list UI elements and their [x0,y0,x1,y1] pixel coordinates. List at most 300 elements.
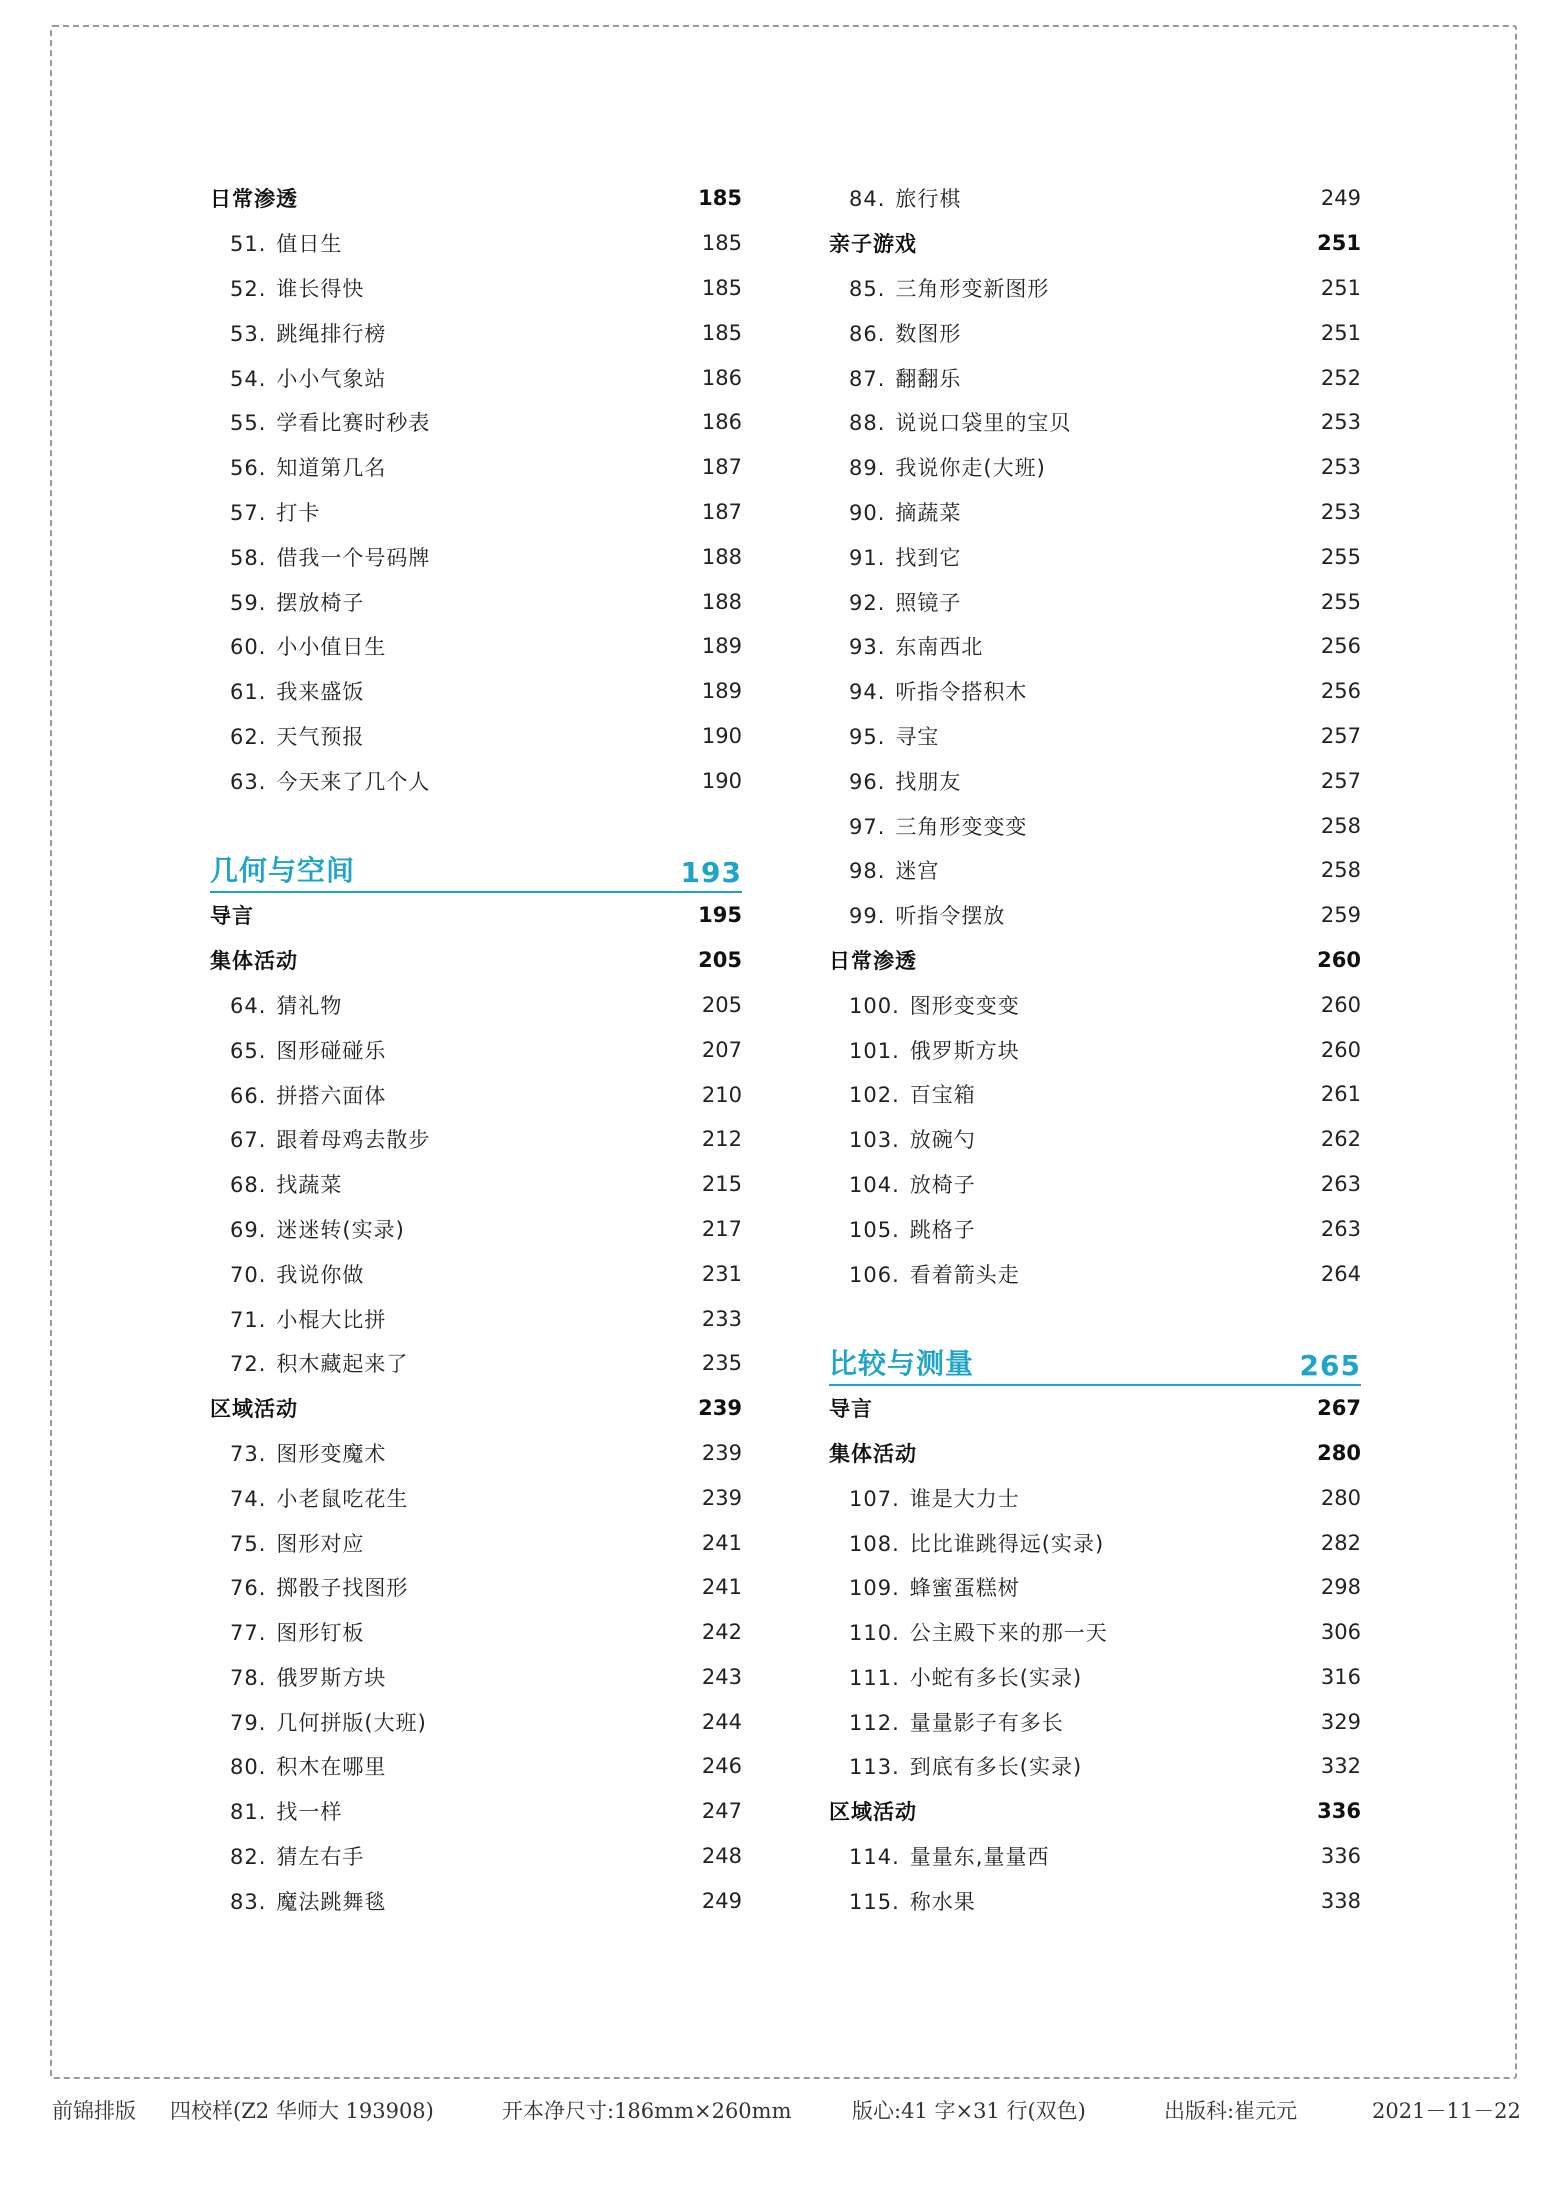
toc-entry-number: 78. [230,1665,267,1690]
toc-page-number: 188 [701,589,742,614]
toc-entry[interactable] [210,1431,742,1476]
toc-entry[interactable] [829,266,1361,311]
toc-entry-label-wrap [829,1796,917,1826]
toc-entry-label-wrap [829,990,1020,1020]
toc-entry[interactable] [829,893,1361,938]
toc-group-heading[interactable] [829,221,1361,266]
toc-page-number: 253 [1320,455,1361,480]
toc-entry-title: 找一样 [276,1800,343,1825]
toc-entry-label-wrap [829,1342,974,1382]
toc-entry-title: 摆放椅子 [276,590,365,615]
toc-page-number: 185 [701,320,742,345]
toc-entry-label-wrap [829,900,1005,930]
toc-entry-title: 比较与测量 [829,1346,975,1380]
footer-typesetter: 前锦排版 [52,2099,136,2123]
toc-page-number: 247 [701,1799,742,1824]
toc-page-number: 251 [1320,320,1361,345]
toc-page-number: 212 [701,1127,742,1152]
footer-date: 2021－11－22 [1372,2099,1521,2123]
toc-entry-number: 62. [230,724,267,749]
toc-page-number: 190 [701,723,742,748]
toc-entry-number: 51. [230,232,267,257]
toc-entry-title: 集体活动 [210,949,298,974]
toc-entry-number: 107. [849,1486,900,1511]
toc-page-number: 262 [1320,1127,1361,1152]
toc-entry[interactable] [829,1834,1361,1879]
toc-page-number: 282 [1320,1530,1361,1555]
toc-entry[interactable] [210,1027,742,1072]
toc-entry-title: 小小值日生 [276,635,387,660]
toc-entry-number: 76. [230,1576,267,1601]
toc-entry-label-wrap [829,273,1049,303]
toc-entry[interactable] [829,848,1361,893]
toc-section-heading[interactable] [829,1341,1361,1386]
toc-page-number: 259 [1320,903,1361,928]
toc-entry-title: 寻宝 [895,724,940,749]
toc-page-number: 248 [701,1844,742,1869]
section-gap [829,1296,1361,1341]
toc-entry[interactable] [829,1699,1361,1744]
toc-entry-title: 猜礼物 [276,993,343,1018]
toc-page-number: 185 [701,275,742,300]
toc-entry-title: 小小气象站 [276,366,387,391]
toc-entry-title: 借我一个号码牌 [276,545,431,570]
toc-entry-label-wrap [829,631,983,661]
toc-entry-number: 110. [849,1621,900,1646]
toc-entry-title: 亲子游戏 [829,232,917,257]
toc-entry-number: 90. [849,500,886,525]
toc-entry-title: 我来盛饭 [276,680,365,705]
toc-entry[interactable] [210,1341,742,1386]
toc-entry[interactable] [829,1027,1361,1072]
toc-entry-label-wrap [210,1841,364,1871]
toc-entry[interactable] [210,534,742,579]
toc-page-number: 241 [701,1530,742,1555]
toc-page-number: 329 [1320,1709,1361,1734]
toc-entry-label-wrap [829,1035,1020,1065]
toc-entry-number: 88. [849,411,886,436]
toc-page-number: 239 [701,1440,742,1465]
toc-group-heading[interactable] [829,1386,1361,1431]
toc-entry[interactable] [829,445,1361,490]
toc-entry[interactable] [210,669,742,714]
toc-entry[interactable] [829,803,1361,848]
toc-entry-label-wrap [829,1214,976,1244]
toc-entry-title: 找蔬菜 [276,1173,343,1198]
toc-entry[interactable] [210,1072,742,1117]
toc-entry-label-wrap [210,407,430,437]
toc-entry-number: 93. [849,635,886,660]
toc-page-number: 264 [1320,1261,1361,1286]
toc-entry-title: 称水果 [909,1889,976,1914]
toc-entry[interactable] [829,1117,1361,1162]
toc-page-number: 263 [1320,1216,1361,1241]
toc-entry-label-wrap [829,363,961,393]
toc-page-number: 256 [1320,634,1361,659]
toc-entry[interactable] [829,1475,1361,1520]
toc-entry[interactable] [210,579,742,624]
toc-entry[interactable] [210,1117,742,1162]
toc-entry-label-wrap [829,855,939,885]
toc-entry-label-wrap [829,228,917,258]
toc-page-number: 186 [701,410,742,435]
toc-entry-number: 104. [849,1172,900,1197]
toc-entry-title: 三角形变变变 [895,814,1028,839]
toc-entry-number: 65. [230,1038,267,1063]
toc-entry-label-wrap [210,849,355,889]
toc-entry-title: 积木藏起来了 [276,1352,409,1377]
toc-entry-label-wrap [829,587,961,617]
toc-page-number: 231 [701,1261,742,1286]
toc-entry-number: 89. [849,456,886,481]
toc-entry-label-wrap [829,183,961,213]
toc-entry-label-wrap [210,1438,386,1468]
toc-entry[interactable] [829,400,1361,445]
toc-entry[interactable] [210,1878,742,1923]
toc-entry[interactable] [210,1744,742,1789]
toc-page-number: 258 [1320,858,1361,883]
toc-page-number: 239 [698,1396,742,1421]
toc-entry[interactable] [829,579,1361,624]
toc-entry-title: 放椅子 [909,1172,976,1197]
toc-page-number: 336 [1320,1844,1361,1869]
toc-entry-title: 学看比赛时秒表 [276,411,431,436]
toc-entry-title: 集体活动 [829,1441,917,1466]
toc-entry-title: 导言 [210,904,254,929]
toc-entry-number: 73. [230,1441,267,1466]
toc-entry[interactable] [210,355,742,400]
toc-entry[interactable] [210,400,742,445]
toc-entry-label-wrap [829,1528,1104,1558]
toc-entry-title: 旅行棋 [895,187,962,212]
toc-entry-label-wrap [210,363,386,393]
toc-entry[interactable] [210,1699,742,1744]
toc-entry-title: 跟着母鸡去散步 [276,1128,431,1153]
toc-entry[interactable] [829,355,1361,400]
toc-entry-label-wrap [210,721,364,751]
toc-entry-label-wrap [829,1886,976,1916]
toc-entry[interactable] [210,1655,742,1700]
toc-entry[interactable] [829,669,1361,714]
toc-entry-label-wrap [210,676,364,706]
toc-entry-title: 积木在哪里 [276,1755,387,1780]
toc-entry-number: 61. [230,680,267,705]
toc-entry-title: 小老鼠吃花生 [276,1486,409,1511]
toc-entry[interactable] [210,1834,742,1879]
toc-entry-label-wrap [210,228,342,258]
toc-entry-number: 58. [230,545,267,570]
toc-entry-label-wrap [829,1124,976,1154]
toc-entry-number: 60. [230,635,267,660]
toc-entry-title: 谁长得快 [276,276,365,301]
toc-entry-label-wrap [829,1438,917,1468]
toc-entry-number: 80. [230,1755,267,1780]
toc-entry-title: 日常渗透 [829,948,917,973]
toc-entry-title: 迷迷转(实录) [276,1217,405,1242]
toc-entry-label-wrap [210,1796,342,1826]
toc-entry-title: 翻翻乐 [895,366,962,391]
toc-entry-title: 谁是大力士 [909,1486,1020,1511]
toc-entry-label-wrap [210,945,298,975]
toc-entry-label-wrap [829,721,939,751]
toc-entry-number: 100. [849,993,900,1018]
toc-entry[interactable] [210,490,742,535]
toc-group-heading[interactable] [829,938,1361,983]
toc-entry-number: 75. [230,1531,267,1556]
toc-entry[interactable] [210,445,742,490]
toc-entry[interactable] [829,1744,1361,1789]
toc-page-number: 257 [1320,768,1361,793]
toc-entry-number: 102. [849,1083,900,1108]
toc-entry[interactable] [210,624,742,669]
toc-entry[interactable] [829,1072,1361,1117]
toc-entry-number: 81. [230,1800,267,1825]
toc-entry-label-wrap [210,183,298,213]
toc-page-number: 336 [1317,1799,1361,1824]
toc-entry-label-wrap [829,766,961,796]
toc-entry-number: 68. [230,1173,267,1198]
toc-page-number: 298 [1320,1575,1361,1600]
toc-group-heading[interactable] [210,893,742,938]
toc-entry[interactable] [210,1162,742,1207]
toc-entry-title: 魔法跳舞毯 [276,1889,387,1914]
toc-page-number: 217 [701,1216,742,1241]
toc-group-heading[interactable] [829,1431,1361,1476]
toc-page-number: 260 [1320,1037,1361,1062]
toc-entry-label-wrap [829,1169,976,1199]
toc-entry-number: 86. [849,321,886,346]
toc-entry[interactable] [829,1520,1361,1565]
toc-page-number: 189 [701,634,742,659]
footer-proof: 四校样(Z2 华师大 193908) [170,2099,434,2123]
toc-page-number: 258 [1320,813,1361,838]
toc-entry-label-wrap [829,676,1027,706]
toc-entry-title: 公主殿下来的那一天 [909,1621,1108,1646]
toc-page-number: 263 [1320,1171,1361,1196]
toc-entry-title: 摘蔬菜 [895,500,962,525]
toc-entry-number: 59. [230,590,267,615]
toc-entry-title: 日常渗透 [210,187,298,212]
toc-entry-label-wrap [829,1617,1108,1647]
toc-entry-title: 放碗勺 [909,1128,976,1153]
toc-entry-title: 找到它 [895,545,962,570]
toc-entry[interactable] [829,1206,1361,1251]
toc-entry-number: 91. [849,545,886,570]
toc-entry-number: 64. [230,993,267,1018]
toc-entry-label-wrap [210,1707,427,1737]
toc-page-number: 210 [701,1082,742,1107]
toc-entry-label-wrap [210,452,386,482]
toc-entry-label-wrap [829,318,961,348]
toc-entry[interactable] [829,1565,1361,1610]
toc-entry-title: 俄罗斯方块 [909,1038,1020,1063]
toc-entry[interactable] [210,1475,742,1520]
toc-entry[interactable] [829,758,1361,803]
toc-entry-number: 94. [849,680,886,705]
toc-entry-label-wrap [210,766,430,796]
toc-entry-label-wrap [210,318,386,348]
toc-entry-number: 95. [849,724,886,749]
toc-entry-label-wrap [210,1483,408,1513]
toc-entry-label-wrap [210,631,386,661]
toc-entry-title: 听指令搭积木 [895,680,1028,705]
toc-entry-title: 俄罗斯方块 [276,1665,387,1690]
toc-entry-label-wrap [829,497,961,527]
toc-entry-title: 天气预报 [276,724,365,749]
toc-entry-number: 85. [849,276,886,301]
toc-entry[interactable] [829,982,1361,1027]
toc-entry[interactable] [829,176,1361,221]
toc-entry[interactable] [210,1251,742,1296]
toc-entry[interactable] [829,1878,1361,1923]
toc-entry-title: 量量东,量量西 [909,1845,1050,1870]
toc-entry-title: 量量影子有多长 [909,1710,1064,1735]
toc-entry-number: 57. [230,500,267,525]
toc-page-number: 280 [1317,1440,1361,1465]
toc-entry[interactable] [210,1207,742,1252]
toc-entry-title: 图形变魔术 [276,1441,387,1466]
toc-page-number: 239 [701,1485,742,1510]
toc-page-number: 244 [701,1709,742,1734]
toc-entry-title: 知道第几名 [276,456,387,481]
toc-entry[interactable] [210,310,742,355]
toc-entry-label-wrap [829,542,961,572]
toc-entry-label-wrap [829,407,1071,437]
toc-page-number: 306 [1320,1620,1361,1645]
toc-entry-label-wrap [829,1841,1049,1871]
toc-entry-label-wrap [829,452,1046,482]
toc-page-number: 241 [701,1575,742,1600]
toc-entry-label-wrap [829,1572,1020,1602]
toc-entry-label-wrap [829,811,1027,841]
toc-page-number: 189 [701,679,742,704]
toc-entry-number: 97. [849,814,886,839]
toc-entry-title: 到底有多长(实录) [909,1755,1083,1780]
toc-entry-number: 52. [230,276,267,301]
toc-section-heading[interactable] [210,848,742,893]
toc-entry[interactable] [829,624,1361,669]
toc-entry-title: 拼搭六面体 [276,1083,387,1108]
toc-page-number: 316 [1320,1664,1361,1689]
toc-entry[interactable] [210,266,742,311]
toc-page-number: 190 [701,768,742,793]
toc-entry-label-wrap [210,1169,342,1199]
toc-entry-title: 照镜子 [895,590,962,615]
toc-page-number: 243 [701,1664,742,1689]
toc-entry-title: 东南西北 [895,635,984,660]
toc-page-number: 253 [1320,410,1361,435]
toc-entry[interactable] [210,714,742,759]
toc-page-number: 249 [1320,186,1361,211]
toc-group-heading[interactable] [210,1386,742,1431]
toc-entry[interactable] [829,534,1361,579]
toc-entry-number: 55. [230,411,267,436]
toc-entry-label-wrap [210,273,364,303]
footer-layout: 版心:41 字×31 行(双色) [852,2099,1086,2123]
toc-group-heading[interactable] [210,176,742,221]
toc-entry-number: 53. [230,321,267,346]
toc-entry-title: 区域活动 [210,1397,298,1422]
toc-page-number: 207 [701,1037,742,1062]
toc-entry-label-wrap [210,1214,405,1244]
toc-entry-title: 说说口袋里的宝贝 [895,411,1072,436]
print-footer [50,2095,1521,2135]
toc-entry-number: 74. [230,1486,267,1511]
toc-entry-number: 108. [849,1531,900,1556]
toc-entry-number: 79. [230,1710,267,1735]
toc-entry-number: 87. [849,366,886,391]
toc-entry-number: 72. [230,1352,267,1377]
toc-entry-label-wrap [210,1572,408,1602]
toc-entry[interactable] [210,221,742,266]
toc-entry[interactable] [829,714,1361,759]
toc-entry[interactable] [210,1520,742,1565]
toc-entry[interactable] [829,310,1361,355]
toc-entry[interactable] [829,1162,1361,1207]
toc-entry-label-wrap [210,1751,386,1781]
toc-entry-label-wrap [829,1662,1082,1692]
toc-page-number: 205 [698,948,742,973]
toc-page-number: 235 [701,1351,742,1376]
toc-page-number: 185 [698,186,742,211]
toc-entry-number: 112. [849,1710,900,1735]
toc-page-number: 256 [1320,679,1361,704]
toc-page-number: 187 [701,499,742,524]
toc-entry-title: 今天来了几个人 [276,769,431,794]
toc-entry-label-wrap [210,1080,386,1110]
toc-page-number: 242 [701,1620,742,1645]
toc-page-number: 251 [1320,275,1361,300]
toc-entry-label-wrap [210,1393,298,1423]
toc-entry[interactable] [829,1251,1361,1296]
toc-entry-number: 82. [230,1845,267,1870]
toc-entry[interactable] [210,1610,742,1655]
toc-entry[interactable] [829,1610,1361,1655]
toc-entry-number: 66. [230,1083,267,1108]
toc-entry-label-wrap [210,1617,364,1647]
toc-entry-label-wrap [210,1348,408,1378]
toc-entry-title: 导言 [829,1397,873,1422]
toc-entry[interactable] [829,1655,1361,1700]
toc-entry-title: 几何拼版(大班) [276,1710,427,1735]
toc-entry[interactable] [210,1565,742,1610]
toc-entry-number: 83. [230,1889,267,1914]
toc-entry-title: 比比谁跳得远(实录) [909,1531,1105,1556]
toc-entry-title: 跳格子 [909,1217,976,1242]
toc-group-heading[interactable] [210,938,742,983]
toc-entry-label-wrap [210,1304,386,1334]
toc-entry-label-wrap [210,1662,386,1692]
toc-entry-title: 迷宫 [895,859,940,884]
toc-entry[interactable] [210,758,742,803]
toc-page-number: 193 [680,855,742,889]
toc-page-number: 255 [1320,589,1361,614]
toc-entry[interactable] [829,490,1361,535]
toc-entry-label-wrap [210,587,364,617]
footer-publisher: 出版科:崔元元 [1164,2099,1298,2123]
toc-entry-number: 56. [230,456,267,481]
toc-entry[interactable] [210,1789,742,1834]
toc-entry[interactable] [210,983,742,1028]
toc-entry-number: 77. [230,1621,267,1646]
toc-entry-number: 92. [849,590,886,615]
toc-group-heading[interactable] [829,1789,1361,1834]
toc-entry-title: 数图形 [895,321,962,346]
toc-entry[interactable] [210,1296,742,1341]
toc-entry-label-wrap [829,1707,1064,1737]
toc-page-number: 233 [701,1306,742,1331]
toc-page-number: 265 [1299,1348,1361,1382]
